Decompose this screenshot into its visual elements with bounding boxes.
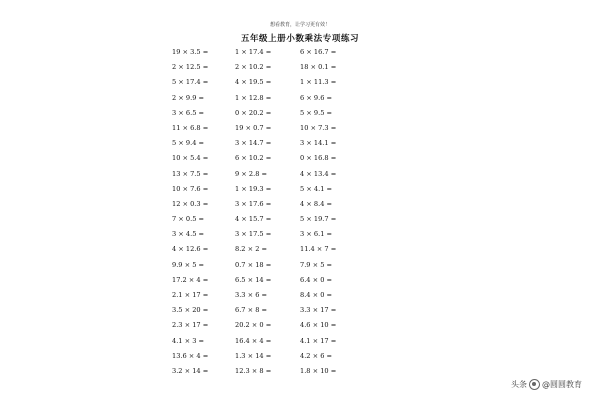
- problem-item: 0.7 × 18 =: [235, 260, 272, 269]
- worksheet-title: 五年级上册小数乘法专项练习: [240, 34, 360, 44]
- problem-item: 4.1 × 17 =: [300, 336, 337, 345]
- problem-item: 5 × 4.1 =: [300, 184, 333, 193]
- problem-row: [0, 366, 600, 381]
- problem-item: 0 × 20.2 =: [235, 108, 272, 117]
- problem-item: 10 × 7.6 =: [172, 184, 209, 193]
- problem-item: 18 × 0.1 =: [300, 63, 337, 72]
- problem-item: 1 × 12.8 =: [235, 93, 272, 102]
- problem-item: 1.3 × 14 =: [235, 351, 272, 360]
- problem-row: [0, 47, 600, 62]
- problem-row: [0, 184, 600, 199]
- problem-row: [0, 77, 600, 92]
- problem-item: 19 × 3.5 =: [172, 48, 209, 56]
- problem-item: 6 × 10.2 =: [235, 154, 272, 163]
- problem-item: 3 × 6.5 =: [172, 108, 205, 117]
- problem-item: 2.3 × 17 =: [172, 321, 209, 330]
- brand-logo-icon: [529, 379, 540, 390]
- problem-grid: [0, 47, 600, 381]
- problem-row: [0, 305, 600, 320]
- problem-row: [0, 260, 600, 275]
- problem-item: 11.4 × 7 =: [300, 245, 337, 254]
- problem-item: 12 × 0.3 =: [172, 199, 209, 208]
- watermark-prefix: 头条: [511, 380, 527, 389]
- problem-row: [0, 336, 600, 351]
- problem-item: 0 × 16.8 =: [300, 154, 337, 163]
- problem-item: 3 × 17.5 =: [235, 230, 272, 239]
- problem-item: 6 × 9.6 =: [300, 93, 333, 102]
- watermark: [511, 379, 582, 390]
- problem-item: 10 × 7.3 =: [300, 123, 337, 132]
- problem-item: 3 × 4.5 =: [172, 230, 205, 239]
- problem-item: 3 × 17.6 =: [235, 199, 272, 208]
- problem-item: 1 × 19.3 =: [235, 184, 272, 193]
- problem-item: 4.2 × 6 =: [300, 351, 333, 360]
- problem-item: 2.1 × 17 =: [172, 291, 209, 299]
- problem-row: [0, 290, 600, 305]
- problem-row: [0, 199, 600, 214]
- problem-row: [0, 138, 600, 153]
- problem-row: [0, 214, 600, 229]
- problem-item: 2 × 10.2 =: [235, 63, 272, 72]
- problem-item: 12.3 × 8 =: [235, 366, 272, 375]
- problem-item: 10 × 5.4 =: [172, 154, 209, 163]
- problem-row: [0, 169, 600, 184]
- problem-item: 13.6 × 4 =: [172, 351, 209, 360]
- problem-item: 4.6 × 10 =: [300, 321, 337, 330]
- problem-row: [0, 351, 600, 366]
- problem-item: 11 × 6.8 =: [172, 123, 209, 132]
- problem-row: [0, 229, 600, 244]
- problem-row: [0, 108, 600, 123]
- header-note: 想看教育，让学习更有效！: [269, 22, 330, 28]
- problem-item: 17.2 × 4 =: [172, 275, 209, 284]
- problem-item: 13 × 7.5 =: [172, 169, 209, 178]
- problem-item: 5 × 9.5 =: [300, 108, 333, 117]
- problem-item: 4 × 13.4 =: [300, 169, 337, 178]
- problem-item: 8.2 × 2 =: [235, 245, 268, 254]
- problem-item: 7.9 × 5 =: [300, 260, 333, 269]
- problem-item: 9 × 2.8 =: [235, 169, 268, 178]
- problem-item: 6.4 × 0 =: [300, 275, 333, 284]
- problem-item: 9.9 × 5 =: [172, 260, 205, 269]
- problem-item: 4 × 15.7 =: [235, 215, 272, 224]
- problem-row: [0, 123, 600, 138]
- problem-item: 5 × 19.7 =: [300, 215, 337, 224]
- problem-item: 4.1 × 3 =: [172, 336, 205, 345]
- problem-item: 3.3 × 6 =: [235, 291, 268, 299]
- watermark-account: @圆圆教育: [542, 380, 582, 389]
- problem-item: 1 × 11.3 =: [300, 78, 337, 87]
- problem-item: 5 × 9.4 =: [172, 139, 205, 148]
- problem-item: 3.2 × 14 =: [172, 366, 209, 375]
- problem-row: [0, 153, 600, 168]
- problem-item: 2 × 12.5 =: [172, 63, 209, 72]
- problem-item: 6 × 16.7 =: [300, 48, 337, 56]
- problem-item: 7 × 0.5 =: [172, 215, 205, 224]
- problem-item: 4 × 19.5 =: [235, 78, 272, 87]
- problem-item: 6.7 × 8 =: [235, 306, 268, 315]
- problem-item: 3 × 6.1 =: [300, 230, 333, 239]
- problem-item: 1 × 17.4 =: [235, 48, 272, 56]
- problem-item: 2 × 9.9 =: [172, 93, 205, 102]
- problem-row: [0, 62, 600, 77]
- problem-item: 1.8 × 10 =: [300, 366, 337, 375]
- problem-item: 19 × 0.7 =: [235, 123, 272, 132]
- problem-row: [0, 275, 600, 290]
- problem-item: 3.3 × 17 =: [300, 306, 337, 315]
- problem-item: 8.4 × 0 =: [300, 291, 333, 299]
- problem-item: 20.2 × 0 =: [235, 321, 272, 330]
- problem-item: 6.5 × 14 =: [235, 275, 272, 284]
- problem-item: 3 × 14.1 =: [300, 139, 337, 148]
- problem-item: 3.5 × 20 =: [172, 306, 209, 315]
- problem-item: 4 × 12.6 =: [172, 245, 209, 254]
- problem-item: 3 × 14.7 =: [235, 139, 272, 148]
- problem-item: 4 × 8.4 =: [300, 199, 333, 208]
- problem-row: [0, 244, 600, 259]
- problem-item: 5 × 17.4 =: [172, 78, 209, 87]
- problem-row: [0, 93, 600, 108]
- problem-row: [0, 320, 600, 335]
- problem-item: 16.4 × 4 =: [235, 336, 272, 345]
